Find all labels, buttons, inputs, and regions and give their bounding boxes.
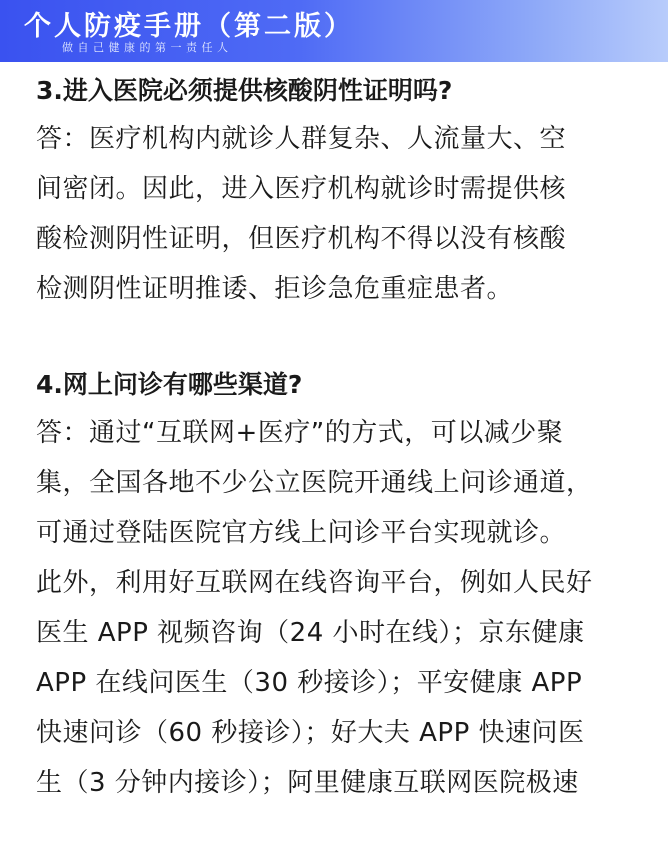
section-question-3 xyxy=(36,68,636,314)
answer-line: 此外，利用好互联网在线咨询平台，例如人民好 xyxy=(36,568,593,598)
answer-line: 酸检测阴性证明，但医疗机构不得以没有核酸 xyxy=(36,224,567,254)
answer-line: APP 在线问医生（30 秒接诊）；平安健康 APP xyxy=(36,668,583,698)
answer-line: 可通过登陆医院官方线上问诊平台实现就诊。 xyxy=(36,518,567,548)
answer-line: 快速问诊（60 秒接诊）；好大夫 APP 快速问医 xyxy=(36,718,585,748)
answer-line: 生（3 分钟内接诊）；阿里健康互联网医院极速 xyxy=(36,768,579,798)
answer-line: 检测阴性证明推诿、拒诊急危重症患者。 xyxy=(36,274,514,304)
document-body xyxy=(36,68,636,808)
section-question-4 xyxy=(36,362,636,808)
question-heading: 3.进入医院必须提供核酸阴性证明吗? xyxy=(36,76,453,105)
banner-title: 个人防疫手册（第二版） xyxy=(24,11,354,42)
answer-line: 答：通过“互联网+医疗”的方式，可以减少聚 xyxy=(36,418,564,448)
banner-subtitle: 做自己健康的第一责任人 xyxy=(62,41,233,54)
answer-line: 间密闭。因此，进入医疗机构就诊时需提供核 xyxy=(36,174,567,204)
header-banner xyxy=(0,0,668,62)
answer-line: 答：医疗机构内就诊人群复杂、人流量大、空 xyxy=(36,124,567,154)
answer-line: 集，全国各地不少公立医院开通线上问诊通道， xyxy=(36,468,593,498)
section-spacer xyxy=(36,314,636,362)
question-heading: 4.网上问诊有哪些渠道? xyxy=(36,370,303,399)
answer-line: 医生 APP 视频咨询（24 小时在线）；京东健康 xyxy=(36,618,585,648)
